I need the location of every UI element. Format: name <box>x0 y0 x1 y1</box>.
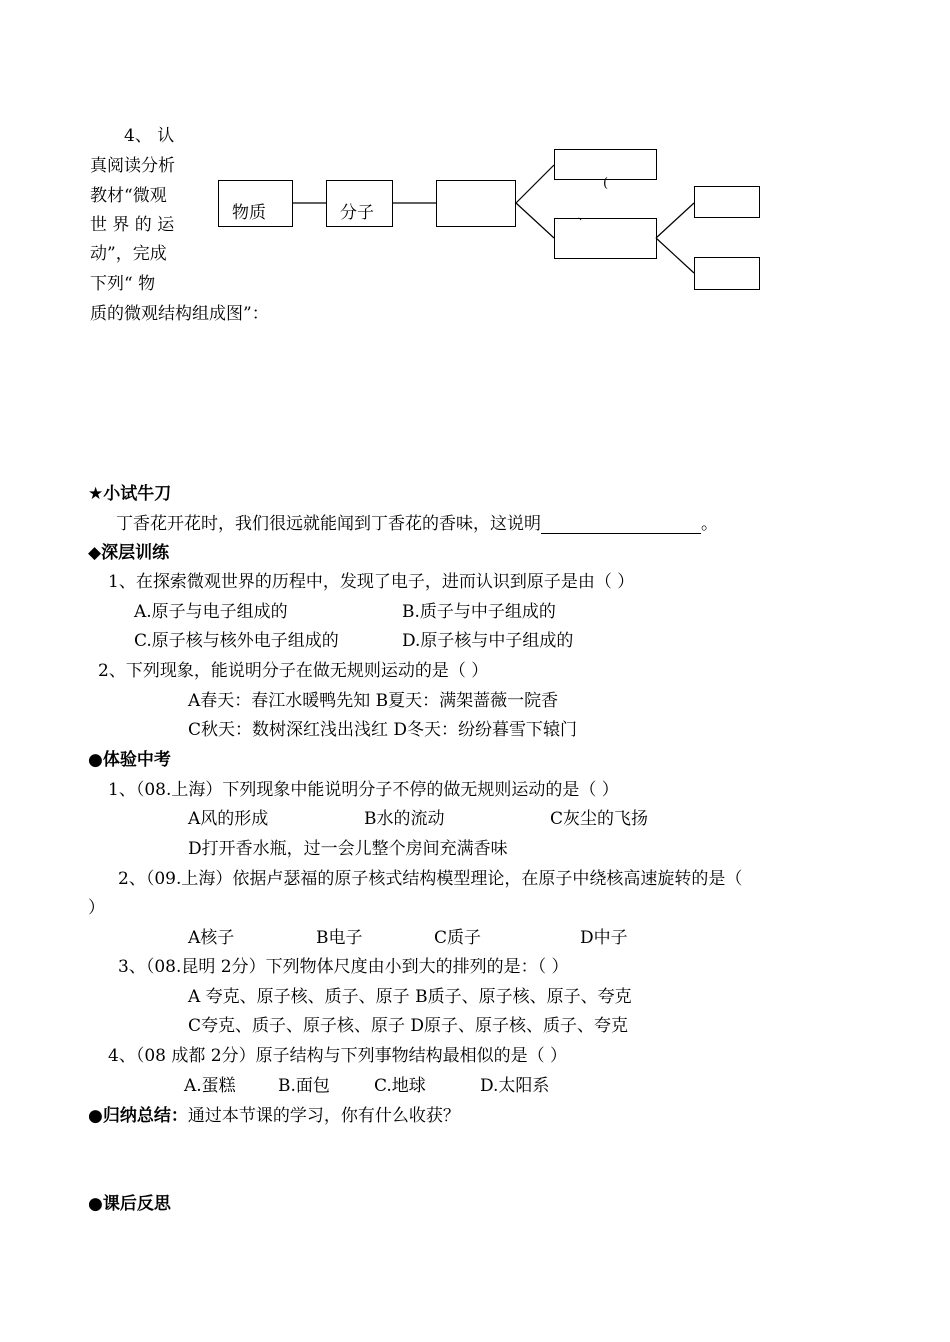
question-text: 2、（09.上海）依据卢瑟福的原子核式结构模型理论，在原子中绕核高速旋转的是（ <box>118 869 743 889</box>
question-text: 2、下列现象，能说明分子在做无规则运动的是（ ） <box>98 661 489 681</box>
section-heading-reflection: ●课后反思 <box>88 1194 171 1214</box>
option-c: C.原子核与核外电子组成的 <box>134 631 339 651</box>
option-b: B.面包 <box>278 1076 330 1096</box>
section-heading-summary: ●归纳总结： <box>88 1106 188 1126</box>
option-c: C质子 <box>434 928 482 948</box>
option-row: A春天：春江水暖鸭先知 B夏天：满架蔷薇一院香 <box>188 691 559 711</box>
option-b: B电子 <box>316 928 363 948</box>
option-c: C灰尘的飞扬 <box>550 809 649 829</box>
intro-line: 下列“ 物 <box>90 274 156 294</box>
question-text: 1、在探索微观世界的历程中，发现了电子，进而认识到原子是由（ ） <box>108 572 635 592</box>
question-text: 3、（08.昆明 2分）下列物体尺度由小到大的排列的是：（ ） <box>118 957 569 977</box>
option-d: D中子 <box>580 928 628 948</box>
diagram-box-blank-4 <box>694 186 760 218</box>
option-row: A 夸克、原子核、质子、原子 B质子、原子核、原子、夸克 <box>188 987 632 1007</box>
option-a: A核子 <box>188 928 235 948</box>
summary-line <box>88 1106 460 1126</box>
diagram-label-molecule: 分子 <box>340 203 374 223</box>
option-a: A风的形成 <box>188 809 269 829</box>
question-text: 1、（08.上海）下列现象中能说明分子不停的做无规则运动的是（ ） <box>108 780 619 800</box>
section-heading-trial: ★小试牛刀 <box>88 484 172 504</box>
intro-line: 世 界 的 运 <box>90 215 175 235</box>
intro-last-line: 质的微观结构组成图”： <box>90 304 269 324</box>
trial-question: 丁香花开花时，我们很远就能闻到丁香花的香味，这说明 。 <box>116 514 718 534</box>
option-row: C夸克、质子、原子核、原子 D原子、原子核、质子、夸克 <box>188 1016 629 1036</box>
option-d: D.原子核与中子组成的 <box>402 631 574 651</box>
section-heading-deep: ◆深层训练 <box>88 543 170 563</box>
section-heading-exam: ●体验中考 <box>88 750 171 770</box>
question-text-cont: ） <box>88 898 105 918</box>
option-b: B.质子与中子组成的 <box>402 602 556 622</box>
intro-line: 真阅读分析 <box>90 156 175 176</box>
option-d: D.太阳系 <box>480 1076 550 1096</box>
summary-text: 通过本节课的学习，你有什么收获？ <box>187 1106 460 1126</box>
answer-blank[interactable] <box>541 517 701 534</box>
diagram-stray-mark: 、 <box>578 209 589 222</box>
option-d: D打开香水瓶，过一会儿整个房间充满香味 <box>188 839 508 859</box>
diagram-label-matter: 物质 <box>232 203 266 223</box>
intro-line: 4、 认 <box>124 126 175 146</box>
intro-line: 教材“微观 <box>90 186 167 206</box>
option-c: C.地球 <box>374 1076 426 1096</box>
diagram-box-blank-3 <box>554 218 657 259</box>
diagram-box-blank-1 <box>436 180 516 227</box>
intro-line: 动”，完成 <box>90 244 167 264</box>
option-b: B水的流动 <box>364 809 445 829</box>
question-text: 4、（08 成都 2分）原子结构与下列事物结构最相似的是（ ） <box>108 1046 567 1066</box>
option-a: A.原子与电子组成的 <box>134 602 288 622</box>
option-a: A.蛋糕 <box>184 1076 236 1096</box>
diagram-box-blank-5 <box>694 257 760 290</box>
diagram-stray-mark: ( <box>603 176 609 191</box>
option-row: C秋天：数树深红浅出浅红 D冬天：纷纷暮雪下辕门 <box>188 720 578 740</box>
